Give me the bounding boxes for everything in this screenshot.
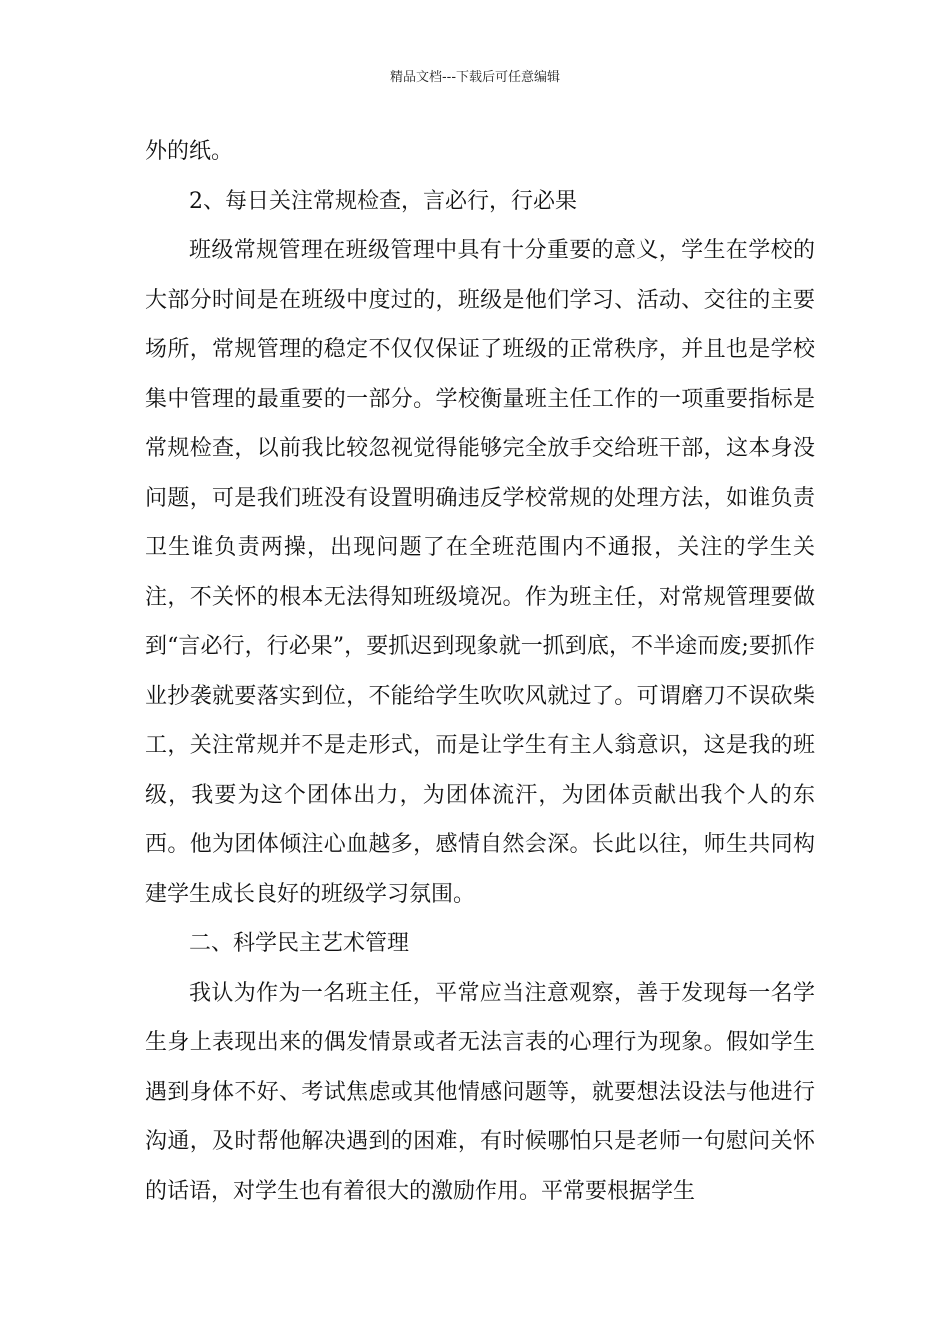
section-heading-scientific-management: 二、科学民主艺术管理	[189, 931, 410, 956]
paragraph-observation: 我认为作为一名班主任，平常应当注意观察，善于发现每一名学生身上表现出来的偶发情景或者无法言表的心理行为现象。假如学生遇到身体不好、考试焦虑或其他情感问题等，就要想法设法与他进行沟通，及时帮他解决遇到的困难，有时候哪怕只是老师一句慰问关怀的话语，对学生也有着很大的激励作用。平常要根据学生	[145, 980, 815, 1204]
paragraph-continuation: 外的纸。	[145, 139, 234, 164]
document-body	[145, 127, 815, 1216]
paragraph-routine-management: 班级常规管理在班级管理中具有十分重要的意义，学生在学校的大部分时间是在班级中度过的，班级是他们学习、活动、交往的主要场所，常规管理的稳定不仅仅保证了班级的正常秩序，并且也是学校集中管理的最重要的一部分。学校衡量班主任工作的一项重要指标是常规检查，以前我比较忽视觉得能够完全放手交给班干部，这本身没问题，可是我们班没有设置明确违反学校常规的处理方法，如谁负责卫生谁负责两操，出现问题了在全班范围内不通报，关注的学生关注，不关怀的根本无法得知班级境况。作为班主任，对常规管理要做到“言必行，行必果”，要抓迟到现象就一抓到底，不半途而废;要抓作业抄袭就要落实到位，不能给学生吹吹风就过了。可谓磨刀不误砍柴工，关注常规并不是走形式，而是让学生有主人翁意识，这是我的班级，我要为这个团体出力，为团体流汗，为团体贡献出我个人的东西。他为团体倾注心血越多，感情自然会深。长此以往，师生共同构建学生成长良好的班级学习氛围。	[145, 238, 815, 907]
page-header: 精品文档---下载后可任意编辑	[389, 70, 561, 85]
section-heading-routine-checks: 2、每日关注常规检查，言必行，行必果	[189, 188, 577, 214]
